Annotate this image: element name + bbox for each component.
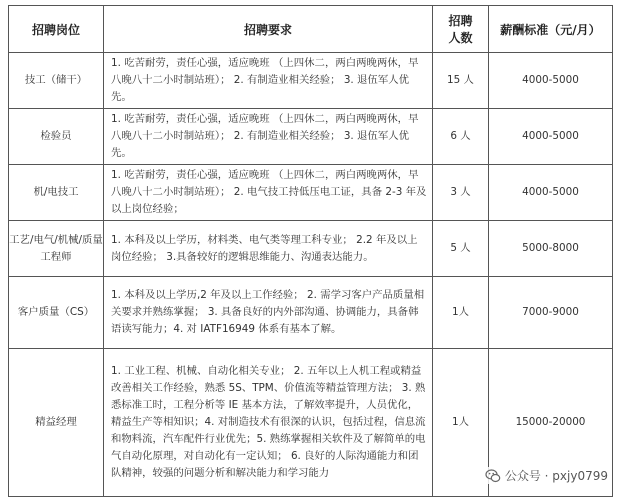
cell-salary: 4000-5000 bbox=[489, 53, 613, 109]
cell-salary: 5000-8000 bbox=[489, 221, 613, 277]
cell-requirements: 1. 吃苦耐劳，责任心强，适应晚班 （上四休二，两白两晚两休，早八晚八十二小时制站班）； 2. 电气技工持低压电工证，具备 2-3 年及以上岗位经验； bbox=[104, 165, 433, 221]
header-count-line1: 招聘 bbox=[448, 14, 473, 28]
header-count-line2: 人数 bbox=[448, 31, 473, 45]
table-row bbox=[9, 53, 613, 109]
watermark bbox=[485, 467, 608, 484]
cell-requirements: 1. 本科及以上学历，材料类、电气类等理工科专业； 2.2 年及以上岗位经验； 3.具备较好的逻辑思维能力、沟通表达能力。 bbox=[104, 221, 433, 277]
table-row bbox=[9, 221, 613, 277]
cell-count: 6 人 bbox=[433, 109, 489, 165]
header-count bbox=[433, 6, 489, 53]
cell-count: 1人 bbox=[433, 349, 489, 497]
cell-position: 精益经理 bbox=[9, 349, 104, 497]
cell-count: 15 人 bbox=[433, 53, 489, 109]
cell-count: 3 人 bbox=[433, 165, 489, 221]
cell-salary: 7000-9000 bbox=[489, 277, 613, 349]
cell-requirements: 1. 本科及以上学历,2 年及以上工作经验； 2. 需学习客户产品质量相关要求并熟练掌握； 3. 具备良好的内外部沟通、协调能力，具备韩语读写能力；4. 对 IATF16949 体系有基本了解。 bbox=[104, 277, 433, 349]
cell-salary: 4000-5000 bbox=[489, 109, 613, 165]
cell-salary: 15000-20000 bbox=[489, 349, 613, 497]
table-row bbox=[9, 109, 613, 165]
cell-count: 5 人 bbox=[433, 221, 489, 277]
header-position: 招聘岗位 bbox=[9, 6, 104, 53]
cell-requirements: 1. 工业工程、机械、自动化相关专业； 2. 五年以上人机工程或精益改善相关工作经验，熟悉 5S、TPM、价值流等精益管理方法； 3. 熟悉标准工时，工程分析等 IE 基本方法，了解效率提升，人员优化，精益生产等相知识；4. 对制造技术有很深的认识，包括过程，信息流和物料流，汽车配件行业优先；5. 熟练掌握相关软件及了解简单的电气自动化原理，对自动化有一定认知； 6. 良好的人际沟通能力和团队精神，较强的问题分析和解决能力和学习能力 bbox=[104, 349, 433, 497]
header-requirements: 招聘要求 bbox=[104, 6, 433, 53]
table-row bbox=[9, 165, 613, 221]
cell-position: 机/电技工 bbox=[9, 165, 104, 221]
header-salary: 薪酬标准（元/月） bbox=[489, 6, 613, 53]
cell-requirements: 1. 吃苦耐劳，责任心强，适应晚班 （上四休二，两白两晚两休，早八晚八十二小时制站班）； 2. 有制造业相关经验； 3. 退伍军人优先。 bbox=[104, 109, 433, 165]
cell-count: 1人 bbox=[433, 277, 489, 349]
table-row bbox=[9, 277, 613, 349]
wechat-icon bbox=[485, 468, 501, 484]
cell-salary: 4000-5000 bbox=[489, 165, 613, 221]
cell-position: 检验员 bbox=[9, 109, 104, 165]
cell-position: 技工（储干） bbox=[9, 53, 104, 109]
cell-position: 工艺/电气/机械/质量工程师 bbox=[9, 221, 104, 277]
cell-requirements: 1. 吃苦耐劳，责任心强，适应晚班 （上四休二，两白两晚两休，早八晚八十二小时制站班）； 2. 有制造业相关经验； 3. 退伍军人优先。 bbox=[104, 53, 433, 109]
table-header-row bbox=[9, 6, 613, 53]
recruitment-table bbox=[8, 5, 613, 497]
cell-position: 客户质量（CS） bbox=[9, 277, 104, 349]
watermark-text: 公众号 · pxjy0799 bbox=[504, 469, 608, 483]
